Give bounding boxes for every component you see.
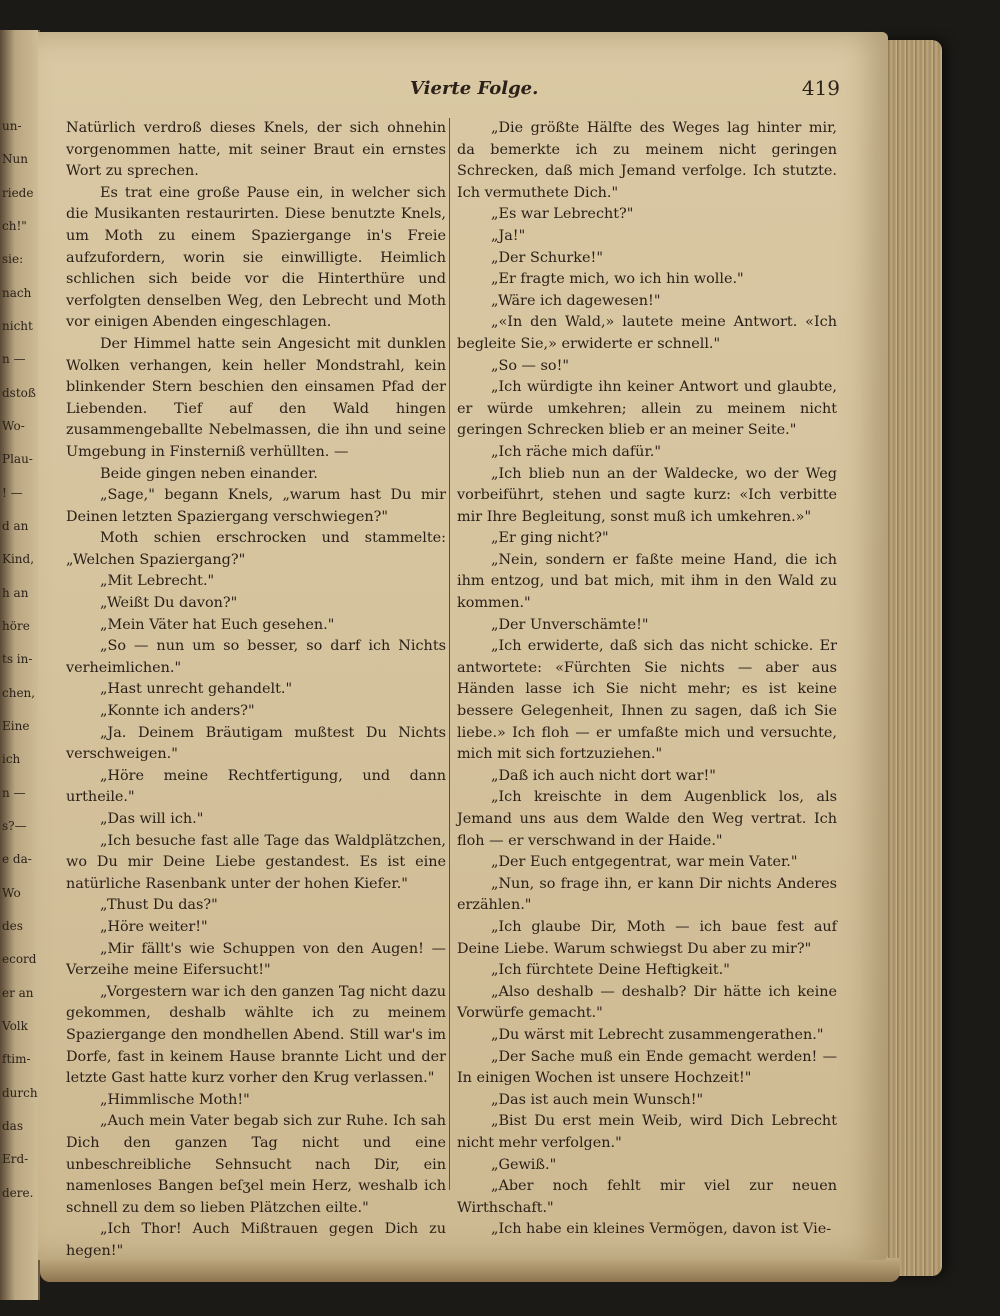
margin-fragment: s?— — [2, 819, 27, 833]
margin-fragment: e da- — [2, 852, 32, 867]
margin-fragment: Plau- — [2, 452, 33, 467]
margin-fragment: d an — [2, 519, 29, 533]
paragraph: „Sage," begann Knels, „warum hast Du mir Deinen letzten Spaziergang verschwiegen?" — [66, 487, 446, 525]
paragraph: „Nein, sondern er faßte meine Hand, die ich ihm entzog, und bat mich, mit ihm in den Wald zu kommen." — [457, 551, 837, 612]
margin-fragment: n — — [2, 352, 26, 367]
margin-fragment: ch!" — [2, 219, 27, 233]
margin-fragment: ! — — [2, 485, 23, 500]
paragraph: „Ich kreischte in dem Augenblick los, als Jemand uns aus dem Walde den Weg vertrat. Ich floh — er verschwand in der Haide." — [457, 789, 837, 849]
paragraph: „Die größte Hälfte des Weges lag hinter mir, da bemerkte ich zu meinem nicht geringen Schrecken, daß mich Jemand verfolge. Ich stutzte. Ich vermuthete Dich." — [457, 120, 837, 201]
paragraph: „Nun, so frage ihn, er kann Dir nichts Anderes erzählen." — [457, 875, 837, 914]
margin-fragment: Erd- — [2, 1152, 29, 1167]
margin-fragment: er an — [2, 985, 34, 1000]
paragraph: „Höre meine Rechtfertigung, und dann urtheile." — [66, 767, 446, 806]
paragraph: „Himmlische Moth!" — [100, 1091, 250, 1108]
paragraph: „Das will ich." — [100, 811, 204, 827]
previous-page-edge — [0, 30, 40, 1300]
margin-fragment: dstoß — [2, 385, 36, 400]
margin-fragment: ftim- — [2, 1052, 31, 1067]
paragraph: „Er fragte mich, wo ich hin wolle." — [491, 271, 744, 288]
margin-fragment: durch — [2, 1085, 38, 1100]
paragraph: Moth schien erschrocken und stammelte: „Welchen Spaziergang?" — [66, 530, 446, 568]
paragraph: „Wäre ich dagewesen!" — [491, 292, 661, 309]
paragraph: „Auch mein Vater begab sich zur Ruhe. Ich sah Dich den ganzen Tag nicht und eine unbeschreibliche Sehnsucht nach Dir, ein namenloses Bangen beſʒel mein Herz, weshalb ich schnell zu dem so lieben Plätzchen eilte." — [66, 1113, 446, 1216]
paragraph: „Ich habe ein kleines Vermögen, davon ist Vie- — [491, 1221, 832, 1238]
margin-fragment: Kind, — [2, 552, 35, 567]
paragraph: „Thust Du das?" — [100, 897, 218, 914]
paragraph: „«In den Wald,» lautete meine Antwort. «Ich begleite Sie,» erwiderte er schnell." — [457, 314, 837, 352]
paragraph: „Der Schurke!" — [491, 249, 603, 266]
paragraph: „Ich Thor! Auch Mißtrauen gegen Dich zu hegen!" — [66, 1221, 446, 1259]
paragraph: „Ja. Deinem Bräutigam mußtest Du Nichts verschweigen." — [66, 724, 446, 763]
paragraph: Der Himmel hatte sein Angesicht mit dunklen Wolken verhangen, kein heller Mondstrahl, kein blinkender Stern beschien den einsamen Pfad der Liebenden. Tief auf den Wald hingen zusammengeballte Nebelmassen, die ihn und seine Umgebung in Finsterniß verhüllten. — — [66, 335, 446, 460]
running-title: Vierte Folge. — [410, 78, 539, 99]
paragraph: „Mit Lebrecht." — [100, 573, 215, 590]
paragraph: „Ich blieb nun an der Waldecke, wo der Weg vorbeiführt, stehen und sagte kurz: «Ich verbitte mir Ihre Begleitung, sonst muß ich umkehren.»" — [457, 465, 837, 525]
right-column — [457, 118, 837, 1241]
paragraph: „Ja!" — [491, 227, 526, 244]
margin-fragment: chen, — [2, 685, 36, 700]
margin-fragment: h an — [2, 585, 29, 600]
paragraph: „Der Unverschämte!" — [491, 616, 649, 633]
paragraph: „Aber noch fehlt mir viel zur neuen Wirthschaft." — [457, 1178, 837, 1216]
margin-fragment: riede — [2, 185, 34, 200]
margin-fragment: ts in- — [2, 652, 33, 667]
margin-fragment: sie: — [2, 252, 24, 267]
margin-fragment: Wo- — [2, 419, 25, 433]
paragraph: „Mir fällt's wie Schuppen von den Augen! — Verzeihe meine Eifersucht!" — [66, 940, 446, 979]
paragraph: „Du wärst mit Lebrecht zusammengerathen." — [491, 1026, 824, 1043]
paragraph: „Ich besuche fast alle Tage das Waldplätzchen, wo Du mir Deine Liebe gestandest. Es ist eine natürliche Rasenbank unter der hohen Kiefer." — [66, 832, 446, 892]
paragraph: „Ich räche mich dafür." — [491, 443, 661, 460]
margin-fragment: des — [2, 919, 23, 933]
page-header — [60, 78, 840, 106]
paragraph: „Also deshalb — deshalb? Dir hätte ich keine Vorwürfe gemacht." — [457, 983, 837, 1022]
margin-fragment: höre — [2, 619, 30, 633]
paragraph: „Mein Väter hat Euch gesehen." — [100, 616, 335, 633]
margin-fragment: Eine — [2, 719, 30, 733]
margin-fragment: un- — [2, 119, 22, 133]
margin-fragment: nach — [2, 285, 32, 300]
paragraph: „Weißt Du davon?" — [100, 595, 238, 612]
paragraph: „Höre weiter!" — [100, 918, 208, 935]
paragraph: „Ich erwiderte, daß sich das nicht schicke. Er antwortete: «Fürchten Sie nichts — aber aus Händen lasse ich Sie nicht mehr; es ist keine bessere Gelegenheit, Ihnen zu sagen, daß ich Sie liebe.» Ich floh — er umfaßte mich und versuchte, mich mit sich fortzuziehen." — [457, 638, 837, 763]
left-column — [66, 118, 446, 1262]
margin-fragment: ich — [2, 752, 21, 767]
margin-fragment: dere. — [2, 1185, 34, 1200]
paragraph: „Es war Lebrecht?" — [491, 206, 634, 223]
paragraph: Natürlich verdroß dieses Knels, der sich ohnehin vorgenommen hatte, mit seiner Braut ein ernstes Wort zu sprechen. — [66, 120, 446, 180]
margin-fragment: ecord — [2, 952, 37, 967]
paragraph: „So — nun um so besser, so darf ich Nichts verheimlichen." — [66, 638, 446, 676]
paragraph: „Hast unrecht gehandelt." — [100, 681, 293, 698]
paragraph: „Bist Du erst mein Weib, wird Dich Lebrecht nicht mehr verfolgen." — [457, 1113, 837, 1151]
paragraph: Beide gingen neben einander. — [100, 465, 318, 482]
margin-fragment: Nun — [2, 152, 28, 167]
paragraph: „So — so!" — [491, 357, 569, 374]
paragraph: „Konnte ich anders?" — [100, 703, 255, 720]
paragraph: „Gewiß." — [491, 1156, 557, 1173]
paragraph: „Daß ich auch nicht dort war!" — [491, 767, 716, 784]
paragraph: „Er ging nicht?" — [491, 530, 609, 547]
paragraph: „Ich fürchtete Deine Heftigkeit." — [491, 962, 730, 979]
paragraph: „Ich würdigte ihn keiner Antwort und glaubte, er würde umkehren; allein zu meinem nicht geringen Schrecken blieb er an meiner Seite." — [457, 379, 837, 439]
paragraph: „Der Sache muß ein Ende gemacht werden! — In einigen Wochen ist unsere Hochzeit!" — [457, 1048, 837, 1087]
margin-fragment: nicht — [2, 319, 33, 333]
paragraph: Es trat eine große Pause ein, in welcher sich die Musikanten restaurirten. Diese benutzte Knels, um Moth zu einem Spaziergange in's Freie aufzufordern, worin sie einwilligte. Heimlich schlichen sich beide vor die Hinterthüre und verfolgten denselben Weg, den Lebrecht und Moth vor einigen Abenden eingeschlagen. — [66, 184, 446, 331]
paragraph: „Das ist auch mein Wunsch!" — [491, 1091, 704, 1108]
margin-fragment: Volk — [2, 1019, 28, 1033]
page-number: 419 — [801, 76, 840, 100]
paragraph: „Vorgestern war ich den ganzen Tag nicht dazu gekommen, deshalb wählte ich zu meinem Spaziergange den mondhellen Abend. Still war's im Dorfe, fast in keinem Hause brannte Licht und der letzte Gast hatte kurz vorher den Krug verlassen." — [66, 983, 446, 1087]
column-divider — [449, 118, 450, 1190]
paragraph: „Ich glaube Dir, Moth — ich baue fest auf Deine Liebe. Warum schwiegst Du aber zu mir?" — [457, 918, 837, 957]
margin-fragment: das — [2, 1119, 23, 1133]
margin-fragment: n — — [2, 785, 26, 800]
paragraph: „Der Euch entgegentrat, war mein Vater." — [491, 854, 798, 871]
margin-fragment: Wo — [2, 885, 21, 900]
